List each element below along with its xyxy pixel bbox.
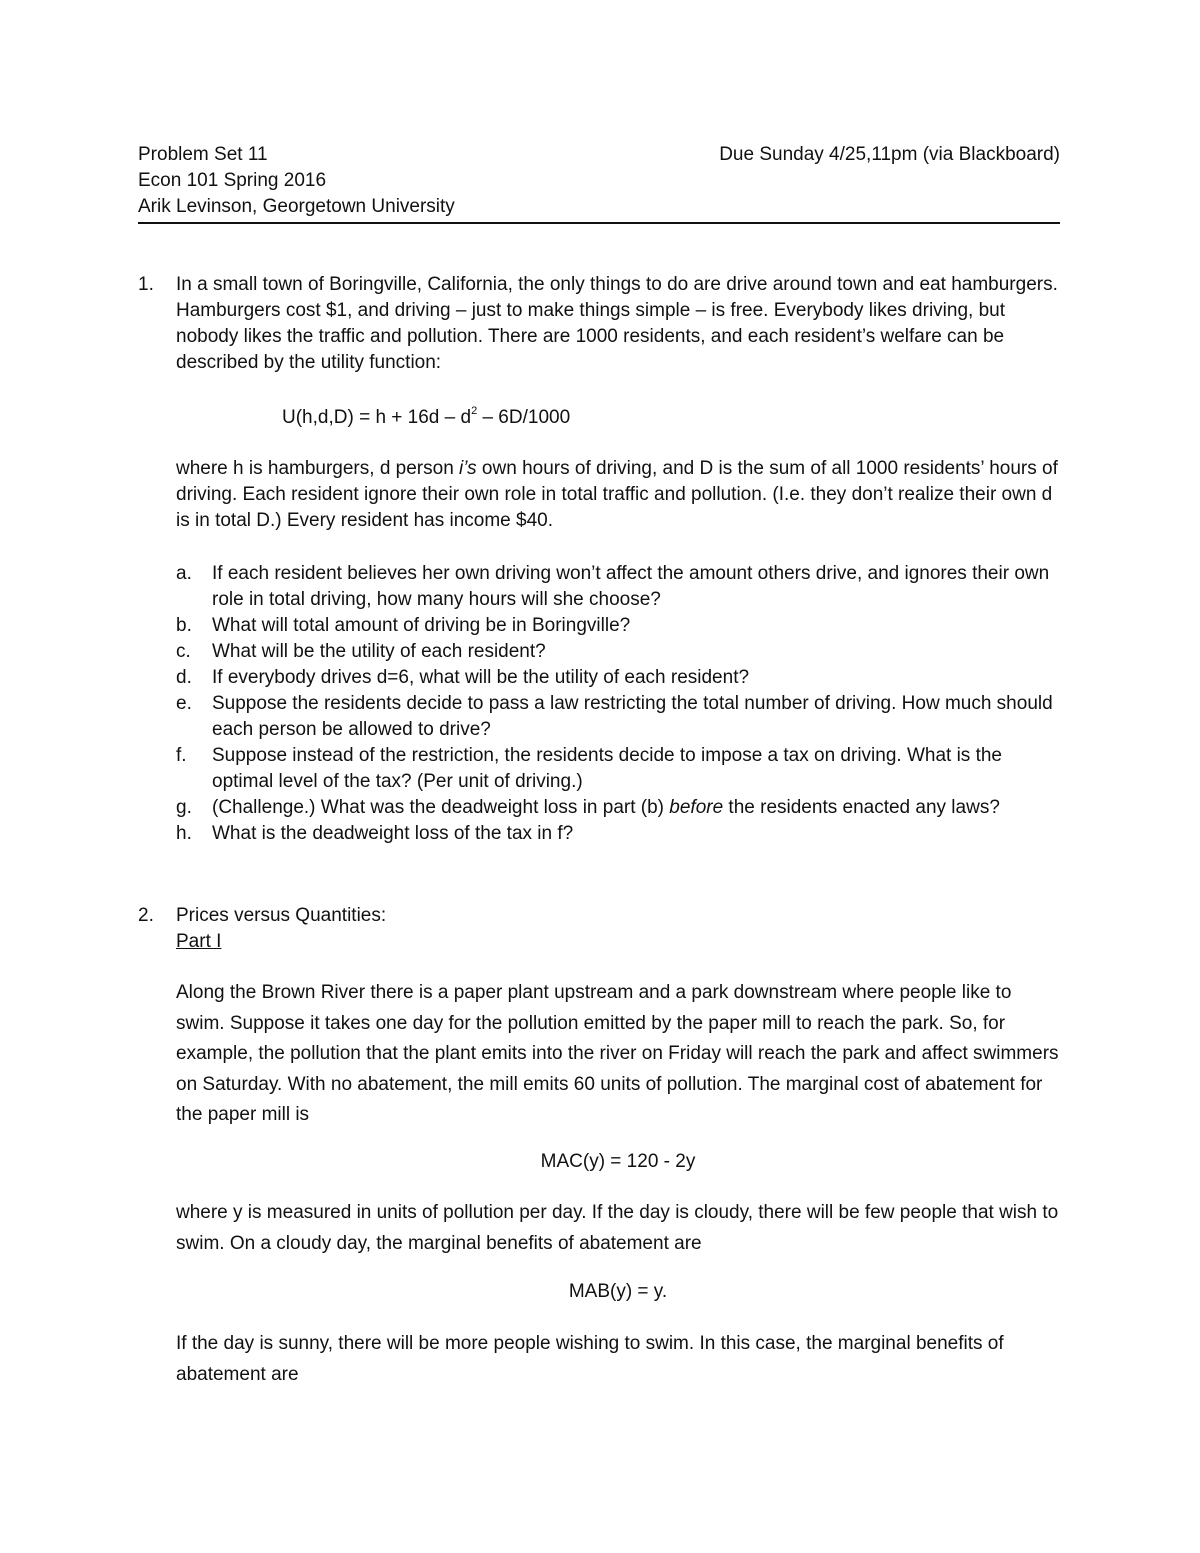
- header: [138, 142, 1060, 220]
- item-label: h.: [176, 823, 192, 844]
- question-2-paragraph-2: [138, 1198, 1060, 1259]
- problem-set-title: Problem Set 11: [138, 144, 268, 165]
- where-italic: i’s: [459, 458, 477, 479]
- item-text: Suppose instead of the restriction, the residents decide to impose a tax on driving. What is the optimal level of the tax? (Per unit of driving.): [212, 745, 1002, 792]
- question-1-intro: In a small town of Boringville, California, the only things to do are drive around town and eat hamburgers. Hamburgers cost $1, and driving – just to make things simple – is free. Everybody likes driving, but nobody likes the traffic and pollution. There are 1000 residents, and each resident’s welfare can be described by the utility function:: [176, 274, 1058, 373]
- part-heading: Part I: [176, 931, 222, 952]
- paragraph-text: If the day is sunny, there will be more people wishing to swim. In this case, the marginal benefits of abatement are: [176, 1333, 1004, 1385]
- question-1-where: [138, 456, 1060, 534]
- question-2: [138, 903, 1060, 955]
- item-text: What will be the utility of each resident?: [212, 641, 546, 662]
- item-label: f.: [176, 745, 187, 766]
- paragraph-text: Along the Brown River there is a paper plant upstream and a park downstream where people like to swim. Suppose it takes one day for the pollution emitted by the paper mill to reach the park. So, for example, the pollution that the plant emits into the river on Friday will reach the park and affect swimmers on Saturday. With no abatement, the mill emits 60 units of pollution. The marginal cost of abatement for the paper mill is: [176, 982, 1059, 1125]
- list-item: [138, 821, 1060, 847]
- question-2-paragraph-3: [138, 1329, 1060, 1390]
- item-italic: before: [669, 797, 724, 818]
- where-text: own hours of driving, and D is the sum of all 1000 residents’ hours of driving. Each resident ignore their own role in total traffic and pollution. (I.e. they don’t realize their own d is in total D.) Every resident has income $40.: [176, 458, 1058, 531]
- item-text: the residents enacted any laws?: [723, 797, 1000, 818]
- list-item: [138, 665, 1060, 691]
- question-1-subitems: [138, 561, 1060, 847]
- due-date: Due Sunday 4/25,11pm (via Blackboard): [719, 144, 1060, 165]
- item-label: d.: [176, 667, 192, 688]
- question-number: 1.: [138, 274, 154, 295]
- equation-text: MAC(y) = 120 - 2y: [540, 1151, 696, 1172]
- list-item: [138, 613, 1060, 639]
- item-text: What is the deadweight loss of the tax in f?: [212, 823, 574, 844]
- item-text: If each resident believes her own driving won’t affect the amount others drive, and ignores their own role in total driving, how many hours will she choose?: [212, 563, 1050, 610]
- equation-exponent: 2: [471, 404, 478, 417]
- course-name: Econ 101 Spring 2016: [138, 170, 327, 191]
- equation-text: MAB(y) = y.: [568, 1281, 668, 1302]
- list-item: [138, 639, 1060, 665]
- question-1: [138, 272, 1060, 376]
- where-text: where h is hamburgers, d person: [176, 458, 460, 479]
- header-divider: [138, 222, 1060, 224]
- item-label: a.: [176, 563, 192, 584]
- item-label: g.: [176, 797, 192, 818]
- item-label: b.: [176, 615, 192, 636]
- item-text: If everybody drives d=6, what will be the utility of each resident?: [212, 667, 750, 688]
- list-item: [138, 743, 1060, 795]
- mac-equation: [138, 1149, 1060, 1175]
- mab-equation: [138, 1279, 1060, 1305]
- equation-part: U(h,d,D) = h + 16d – d: [282, 407, 472, 428]
- question-number: 2.: [138, 905, 154, 926]
- paragraph-text: where y is measured in units of pollution per day. If the day is cloudy, there will be few people that wish to swim. On a cloudy day, the marginal benefits of abatement are: [176, 1202, 1059, 1254]
- list-item: [138, 691, 1060, 743]
- item-text: (Challenge.) What was the deadweight loss in part (b): [212, 797, 670, 818]
- item-text: Suppose the residents decide to pass a law restricting the total number of driving. How much should each person be allowed to drive?: [212, 693, 1053, 740]
- list-item: [138, 795, 1060, 821]
- question-2-paragraph-1: [138, 978, 1060, 1131]
- utility-equation: [282, 405, 570, 431]
- list-item: [138, 561, 1060, 613]
- question-2-title: Prices versus Quantities:: [176, 905, 387, 926]
- item-text: What will total amount of driving be in Boringville?: [212, 615, 631, 636]
- equation-part: – 6D/1000: [477, 407, 571, 428]
- instructor-name: Arik Levinson, Georgetown University: [138, 196, 455, 217]
- item-label: e.: [176, 693, 192, 714]
- item-label: c.: [176, 641, 191, 662]
